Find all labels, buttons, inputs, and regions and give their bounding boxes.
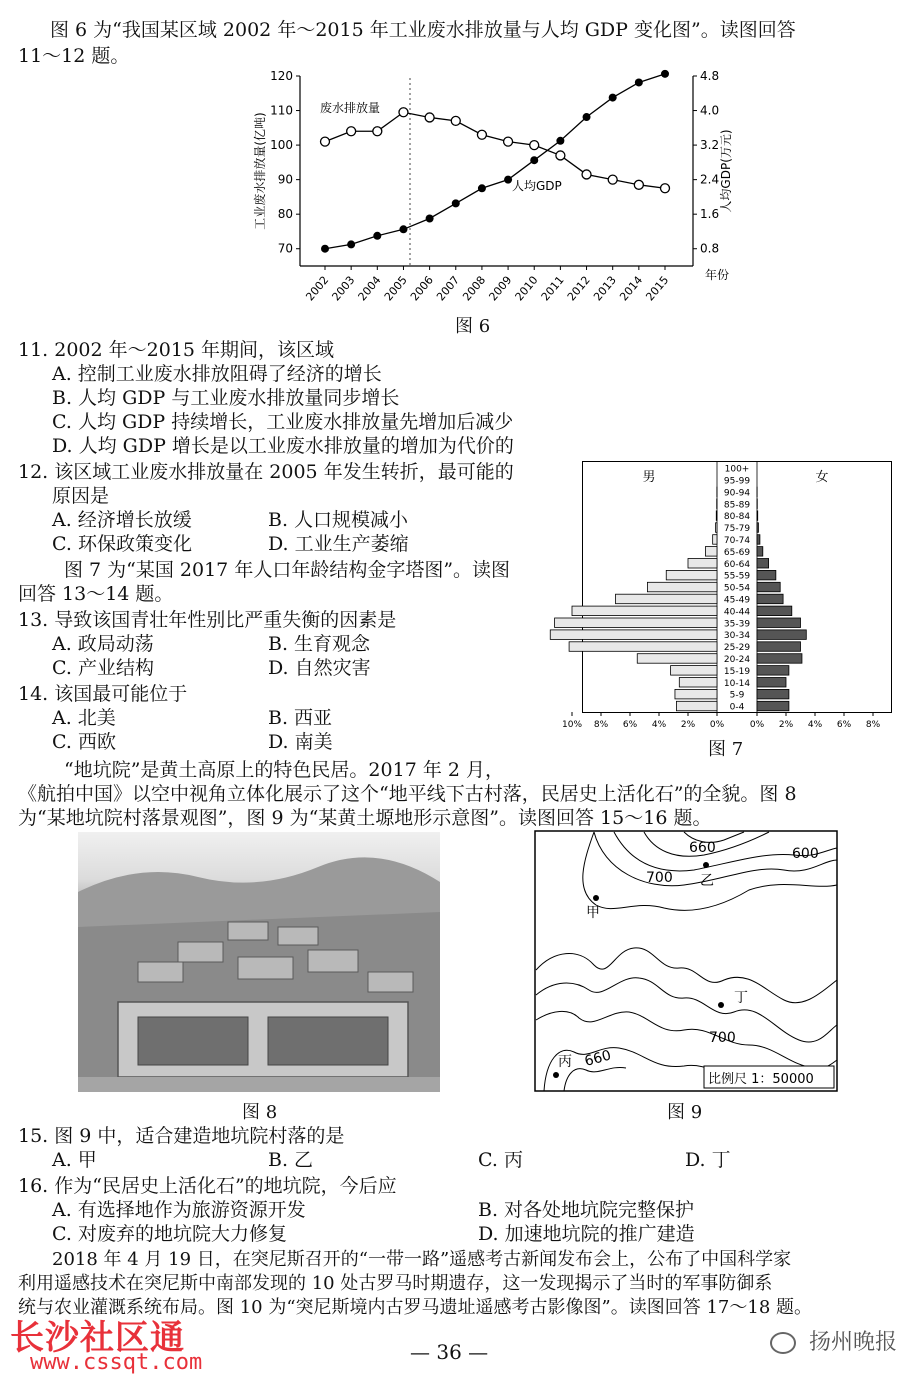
q16-option-d: D. 加速地坑院的推广建造 [478, 1223, 695, 1245]
left-tick-label: 110 [270, 103, 293, 118]
figure-8-photo [78, 832, 440, 1092]
x-tick-label: 2013 [591, 273, 619, 304]
waste-point [399, 108, 408, 117]
q11-option-c: C. 人均 GDP 持续增长，工业废水排放量先增加后减少 [52, 411, 514, 433]
female-bar [757, 535, 760, 545]
contour-label: 600 [792, 846, 819, 862]
gdp-point [426, 215, 434, 223]
label-ding: 丁 [734, 990, 748, 1006]
figure-9-contour-map [534, 830, 838, 1092]
age-label: 5-9 [729, 690, 745, 701]
intro-line: 《航拍中国》以空中视角立体化展示了这个“地平线下古村落，民居史上活化石”的全貌。图 8 [18, 783, 797, 805]
q12-option-b: B. 人口规模减小 [268, 509, 409, 531]
label-jia: 甲 [586, 905, 600, 921]
x-tick-label: 2004 [355, 273, 384, 304]
male-bar [569, 642, 717, 652]
male-bar [666, 570, 717, 580]
figure-8-caption: 图 8 [242, 1102, 278, 1123]
gdp-series-label: 人均GDP [512, 179, 562, 193]
q13-stem: 13. 导致该国青壮年性别比严重失衡的因素是 [18, 609, 397, 631]
watermark-account-name: 扬州晚报 [809, 1330, 898, 1355]
gdp-point [452, 199, 460, 207]
q15-option-a: A. 甲 [52, 1149, 97, 1171]
male-bar [713, 535, 717, 545]
gdp-point [661, 70, 669, 78]
pyramid-tick-label: 8% [865, 720, 881, 730]
male-bar [637, 654, 717, 664]
x-tick-label: 2009 [486, 273, 515, 304]
waste-point [582, 170, 591, 179]
intro-line: 2018 年 4 月 19 日，在突尼斯召开的“一带一路”遥感考古新闻发布会上，公布了中国科学家 [52, 1249, 792, 1270]
male-bar [616, 594, 718, 604]
wechat-icon [770, 1332, 796, 1354]
x-tick-label: 2012 [564, 273, 593, 304]
right-tick-label: 3.2 [700, 138, 720, 153]
pyramid-bars [550, 487, 806, 711]
contour-label: 700 [709, 1030, 736, 1046]
waste-point [530, 141, 539, 150]
contour-label: 660 [689, 840, 716, 856]
pyramid-tick-label: 6% [622, 720, 638, 730]
age-label: 75-79 [723, 524, 751, 535]
x-tick-label: 2008 [460, 273, 489, 304]
gdp-point [478, 184, 486, 192]
age-label: 85-89 [723, 500, 751, 511]
male-bar [688, 559, 717, 569]
age-label: 30-34 [723, 631, 751, 642]
male-bar [555, 618, 717, 628]
female-label: 女 [815, 470, 829, 485]
age-label: 65-69 [723, 547, 751, 558]
age-label: 0-4 [729, 702, 745, 713]
age-label: 15-19 [723, 666, 751, 677]
pyramid-ticks [562, 712, 881, 730]
figure-6-caption: 图 6 [455, 316, 491, 337]
q13-option-d: D. 自然灾害 [268, 657, 371, 679]
q11-stem: 11. 2002 年～2015 年期间，该区域 [18, 339, 335, 361]
waste-point [347, 127, 356, 136]
left-axis-label: 工业废水排放量(亿吨) [253, 112, 267, 230]
age-label: 100+ [724, 464, 750, 475]
female-bar [757, 689, 789, 699]
q12-stem: 12. 该区域工业废水排放量在 2005 年发生转折，最可能的 [18, 461, 514, 483]
waste-point [556, 151, 565, 160]
right-axis-label: 人均GDP(万元) [719, 129, 733, 213]
x-tick-label: 2002 [303, 273, 332, 304]
point-ding [718, 1002, 724, 1008]
age-label: 10-14 [723, 678, 751, 689]
waste-point [477, 130, 486, 139]
q14-option-c: C. 西欧 [52, 731, 116, 753]
pyramid-tick-label: 4% [651, 720, 667, 730]
female-bar [757, 678, 786, 688]
q13-option-c: C. 产业结构 [52, 657, 154, 679]
male-bar [647, 582, 717, 592]
female-bar [757, 606, 792, 616]
pyramid-tick-label: 2% [680, 720, 696, 730]
watermark-site-name: 长沙社区通 [10, 1318, 185, 1358]
female-bar [757, 654, 802, 664]
gdp-point [609, 94, 617, 102]
intro-line: 统与农业灌溉系统布局。图 10 为“突尼斯境内古罗马遗址遥感考古影像图”。读图回答 17～18 题。 [18, 1297, 812, 1318]
left-tick-label: 80 [277, 207, 293, 222]
female-bar [757, 570, 776, 580]
map-frame [535, 831, 837, 1091]
waste-point [321, 137, 330, 146]
series-points [321, 70, 670, 253]
age-label: 60-64 [723, 559, 751, 570]
q11-option-d: D. 人均 GDP 增长是以工业废水排放量的增加为代价的 [52, 435, 514, 457]
dikengyuan-village-illustration [78, 832, 440, 1092]
right-ticks [693, 69, 719, 256]
age-label: 55-59 [723, 571, 751, 582]
male-bar [671, 666, 717, 676]
q12-option-d: D. 工业生产萎缩 [268, 533, 409, 555]
male-bar [716, 511, 717, 521]
left-tick-label: 120 [270, 69, 293, 83]
x-tick-label: 2015 [643, 273, 672, 304]
waste-point [504, 137, 513, 146]
q16-option-a: A. 有选择地作为旅游资源开发 [52, 1199, 306, 1221]
x-tick-label: 2010 [512, 273, 541, 304]
waste-point [661, 184, 670, 193]
age-labels [724, 465, 750, 713]
female-bar [757, 582, 780, 592]
male-label: 男 [642, 470, 656, 485]
contour-label: 660 [582, 1047, 613, 1070]
label-yi: 乙 [700, 873, 714, 889]
point-bing [553, 1072, 559, 1078]
intro-line: 利用遥感技术在突尼斯中南部发现的 10 处古罗马时期遗存，这一发现揭示了当时的军事防御系 [18, 1273, 773, 1294]
pyramid-tick-label: 8% [593, 720, 609, 730]
intro-line: 回答 13～14 题。 [18, 583, 174, 605]
x-unit-label: 年份 [705, 268, 730, 282]
pyramid-tick-label: 2% [778, 720, 794, 730]
waste-point [425, 113, 434, 122]
intro-line: 为“某地坑院村落景观图”，图 9 为“某黄土塬地形示意图”。读图回答 15～16 题。 [18, 807, 712, 829]
scale-label: 比例尺 1：50000 [708, 1072, 814, 1087]
figure-6-chart [250, 66, 740, 318]
pyramid-tick-label: 6% [836, 720, 852, 730]
contour-label: 700 [646, 870, 673, 886]
left-ticks [270, 69, 300, 256]
age-label: 70-74 [723, 535, 751, 546]
male-bar [550, 630, 717, 640]
intro-line: 图 7 为“某国 2017 年人口年龄结构金字塔图”。读图 [64, 559, 511, 581]
right-tick-label: 1.6 [700, 207, 720, 222]
right-tick-label: 4.0 [700, 103, 720, 118]
right-tick-label: 4.8 [700, 69, 720, 83]
q12-option-c: C. 环保政策变化 [52, 533, 192, 555]
q14-stem: 14. 该国最可能位于 [18, 683, 188, 705]
waste-point [608, 175, 617, 184]
female-bar [757, 701, 789, 711]
age-label: 50-54 [723, 583, 751, 594]
female-bar [757, 666, 789, 676]
point-yi [703, 862, 709, 868]
gdp-point [583, 113, 591, 121]
female-bar [757, 559, 769, 569]
male-bar [679, 678, 717, 688]
female-bar [757, 547, 763, 557]
age-label: 90-94 [723, 488, 751, 499]
female-bar [757, 511, 758, 521]
x-ticks [303, 266, 671, 303]
female-bar [757, 523, 758, 533]
intro-line: 图 6 为“我国某区域 2002 年～2015 年工业废水排放量与人均 GDP 变化图”。读图回答 [50, 19, 796, 41]
male-bar [716, 523, 717, 533]
right-tick-label: 0.8 [700, 241, 720, 256]
q16-stem: 16. 作为“民居史上活化石”的地坑院，今后应 [18, 1175, 397, 1197]
left-tick-label: 90 [277, 172, 293, 187]
q12-option-a: A. 经济增长放缓 [52, 509, 192, 531]
male-bar [676, 701, 717, 711]
q15-stem: 15. 图 9 中，适合建造地坑院村落的是 [18, 1125, 345, 1147]
gdp-point [504, 176, 512, 184]
waste-point [373, 127, 382, 136]
age-label: 35-39 [723, 619, 751, 630]
point-jia [593, 895, 599, 901]
gdp-point [399, 225, 407, 233]
male-bar [675, 689, 717, 699]
age-label: 95-99 [723, 476, 751, 487]
q12-stem-cont: 原因是 [52, 485, 110, 507]
gdp-point [321, 245, 329, 253]
watermark-account [770, 1325, 897, 1356]
pyramid-tick-label: 4% [807, 720, 823, 730]
gdp-point [373, 232, 381, 240]
female-bar [757, 618, 801, 628]
x-tick-label: 2003 [329, 273, 358, 304]
left-tick-label: 100 [270, 138, 293, 153]
x-tick-label: 2011 [538, 273, 567, 304]
left-tick-label: 70 [277, 241, 293, 256]
figure-7-caption: 图 7 [708, 739, 744, 760]
gdp-point [530, 156, 538, 164]
q14-option-d: D. 南美 [268, 731, 333, 753]
gdp-point [635, 78, 643, 86]
age-label: 80-84 [723, 512, 751, 523]
intro-line: “地坑院”是黄土高原上的特色民居。2017 年 2 月， [64, 759, 504, 781]
q15-option-c: C. 丙 [478, 1149, 523, 1171]
page-number: — 36 — [410, 1340, 489, 1364]
age-label: 20-24 [723, 654, 751, 665]
figure-7-pyramid [561, 461, 892, 736]
pyramid-tick-label: 0% [749, 720, 765, 730]
q16-option-c: C. 对废弃的地坑院大力修复 [52, 1223, 287, 1245]
male-bar [705, 547, 717, 557]
female-bar [757, 630, 806, 640]
q14-option-b: B. 西亚 [268, 707, 333, 729]
gdp-point [347, 240, 355, 248]
label-bing: 丙 [558, 1054, 572, 1070]
q11-option-a: A. 控制工业废水排放阻碍了经济的增长 [52, 363, 382, 385]
male-bar [572, 606, 717, 616]
age-label: 45-49 [723, 595, 751, 606]
age-label: 25-29 [723, 643, 751, 654]
x-tick-label: 2007 [434, 273, 463, 304]
waste-point [451, 116, 460, 125]
pyramid-tick-label: 10% [561, 720, 583, 730]
intro-line: 11～12 题。 [18, 45, 130, 67]
q13-option-b: B. 生育观念 [268, 633, 371, 655]
q15-option-d: D. 丁 [685, 1149, 731, 1171]
q16-option-b: B. 对各处地坑院完整保护 [478, 1199, 695, 1221]
waste-series-label: 废水排放量 [320, 101, 381, 115]
x-tick-label: 2005 [381, 273, 410, 304]
female-bar [757, 594, 783, 604]
gdp-point [556, 137, 564, 145]
right-tick-label: 2.4 [700, 172, 720, 187]
waste-point [634, 180, 643, 189]
q13-option-a: A. 政局动荡 [52, 633, 154, 655]
x-tick-label: 2006 [407, 273, 436, 304]
q15-option-b: B. 乙 [268, 1149, 314, 1171]
pyramid-tick-label: 0% [709, 720, 725, 730]
x-tick-label: 2014 [617, 273, 646, 304]
age-label: 40-44 [723, 607, 751, 618]
watermark-site-url: www.cssqt.com [30, 1350, 203, 1375]
figure-9-caption: 图 9 [667, 1102, 703, 1123]
q11-option-b: B. 人均 GDP 与工业废水排放量同步增长 [52, 387, 400, 409]
female-bar [757, 642, 801, 652]
q14-option-a: A. 北美 [52, 707, 116, 729]
